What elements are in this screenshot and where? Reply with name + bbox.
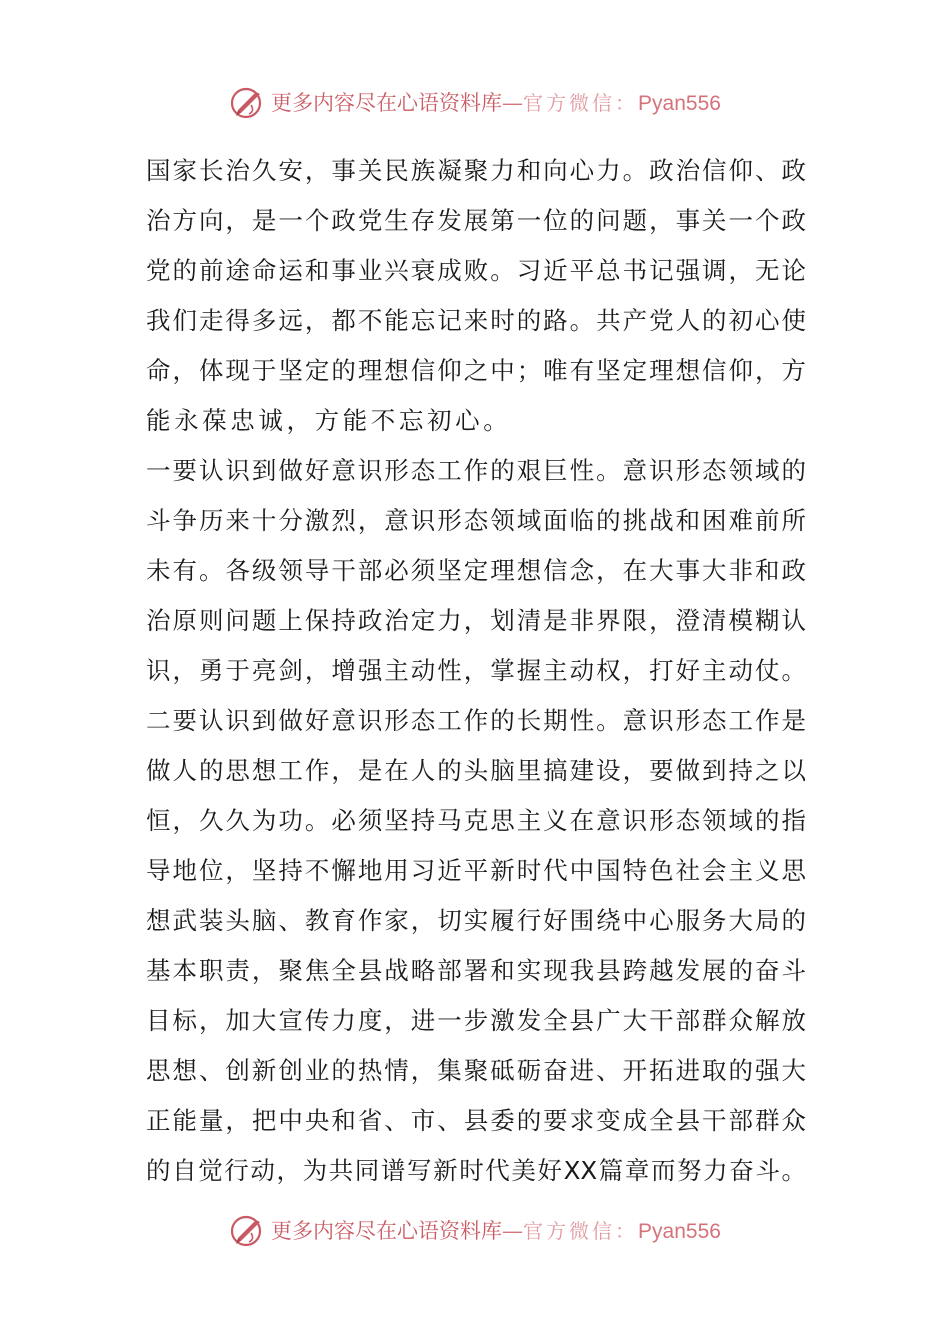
pen-logo-icon <box>229 83 267 121</box>
banner-text <box>271 1215 721 1245</box>
text-line: 国家长治久安，事关民族凝聚力和向心力。政治信仰、政 <box>146 156 806 185</box>
banner-lead: 更多内容尽在心语资料库 <box>271 91 503 115</box>
banner-dash: — <box>502 1219 524 1243</box>
text-line: 想武装头脑、教育作家，切实履行好围绕中心服务大局的 <box>146 906 806 935</box>
text-line: 基本职责，聚焦全县战略部署和实现我县跨越发展的奋斗 <box>146 956 806 985</box>
text-line: 能永葆忠诚，方能不忘初心。 <box>146 406 512 435</box>
text-line: 党的前途命运和事业兴衰成败。习近平总书记强调，无论 <box>146 256 806 285</box>
text-line: 识，勇于亮剑，增强主动性，掌握主动权，打好主动仗。 <box>146 656 806 685</box>
text-line: 做人的思想工作，是在人的头脑里搞建设，要做到持之以 <box>146 756 806 785</box>
document-body <box>146 146 806 1196</box>
pen-logo-icon <box>229 1211 267 1249</box>
text-line: 斗争历来十分激烈，意识形态领域面临的挑战和困难前所 <box>146 506 806 535</box>
banner-wechat-id: Pyan556 <box>638 1220 721 1243</box>
text-line: 导地位，坚持不懈地用习近平新时代中国特色社会主义思 <box>146 856 806 885</box>
text-line: 的自觉行动，为共同谱写新时代美好XX篇章而努力奋斗。 <box>146 1156 806 1185</box>
footer-banner <box>0 1210 950 1250</box>
text-line: 目标，加大宣传力度，进一步激发全县广大干部群众解放 <box>146 1006 806 1035</box>
text-line: 二要认识到做好意识形态工作的长期性。意识形态工作是 <box>146 706 806 735</box>
banner-wechat-id: Pyan556 <box>638 92 721 115</box>
text-line: 恒，久久为功。必须坚持马克思主义在意识形态领域的指 <box>146 806 806 835</box>
text-line: 正能量，把中央和省、市、县委的要求变成全县干部群众 <box>146 1106 806 1135</box>
text-line: 治方向，是一个政党生存发展第一位的问题，事关一个政 <box>146 206 806 235</box>
banner-official: 官方微信： <box>523 91 639 115</box>
header-banner <box>0 82 950 122</box>
text-line: 未有。各级领导干部必须坚定理想信念，在大事大非和政 <box>146 556 806 585</box>
text-line: 治原则问题上保持政治定力，划清是非界限，澄清模糊认 <box>146 606 806 635</box>
text-line: 命，体现于坚定的理想信仰之中；唯有坚定理想信仰，方 <box>146 356 806 385</box>
banner-official: 官方微信： <box>523 1219 639 1243</box>
banner-text <box>271 87 721 117</box>
banner-dash: — <box>502 91 524 115</box>
text-line: 我们走得多远，都不能忘记来时的路。共产党人的初心使 <box>146 306 806 335</box>
text-line: 思想、创新创业的热情，集聚砥砺奋进、开拓进取的强大 <box>146 1056 806 1085</box>
banner-lead: 更多内容尽在心语资料库 <box>271 1219 503 1243</box>
text-line: 一要认识到做好意识形态工作的艰巨性。意识形态领域的 <box>146 456 806 485</box>
